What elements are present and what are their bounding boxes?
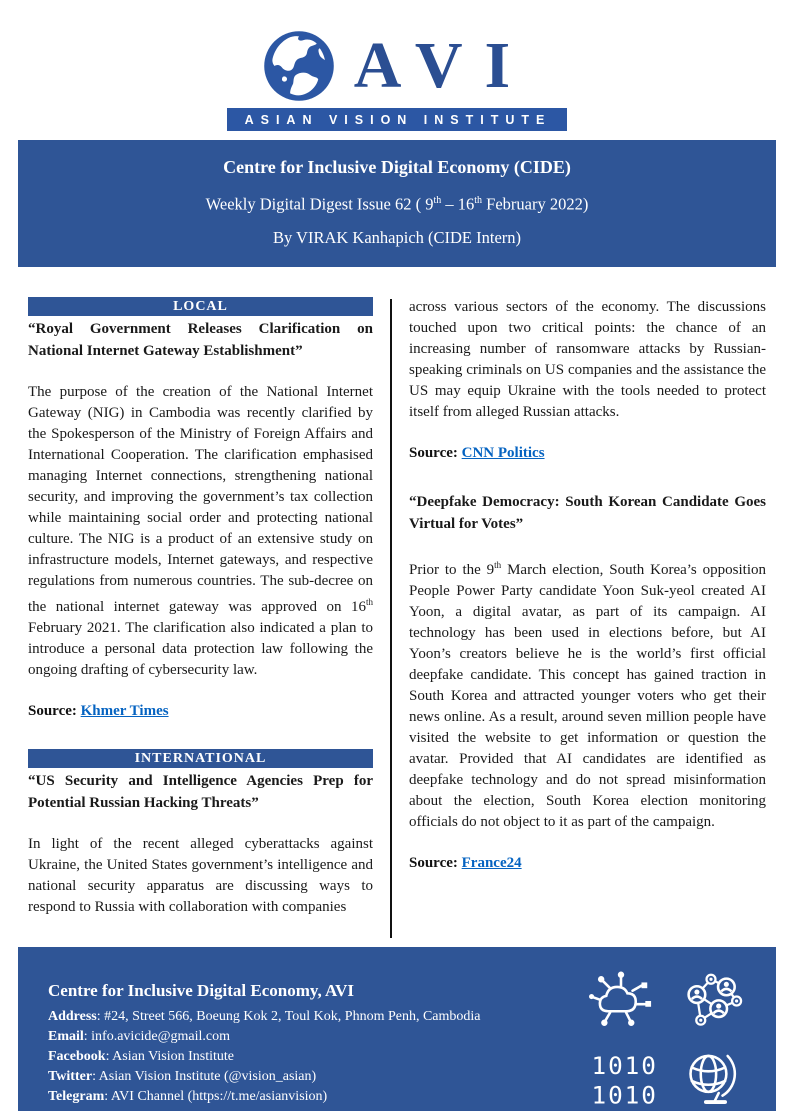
footer-address-row: [48, 1007, 481, 1027]
footer-telegram-row: [48, 1087, 481, 1107]
article-body-deepfake: [409, 555, 766, 833]
source-line-deepfake: [409, 853, 766, 874]
footer-value: : AVI Channel (https://t.me/asianvision): [104, 1088, 328, 1104]
binary-row: 1010: [591, 1050, 658, 1080]
binary-code-icon: [582, 1047, 660, 1111]
footer-value: : info.avicide@gmail.com: [83, 1028, 231, 1044]
source-label: Source:: [409, 444, 462, 461]
binary-row: 1010: [591, 1080, 658, 1110]
body-sup: th: [494, 559, 502, 570]
newsletter-title: Centre for Inclusive Digital Economy (CIDE): [223, 157, 571, 177]
source-line-international: [409, 443, 766, 464]
source-label: Source:: [28, 702, 81, 719]
issue-text: – 16: [441, 194, 475, 214]
globe-stand-icon: [672, 1047, 750, 1111]
source-link-cnn-politics[interactable]: CNN Politics: [461, 444, 545, 461]
body-sup: th: [365, 596, 373, 607]
source-label: Source:: [409, 854, 462, 871]
issue-sup: th: [433, 195, 442, 206]
footer-label: Address: [48, 1008, 97, 1024]
footer-value: : #24, Street 566, Boeung Kok 2, Toul Kok, Phnom Penh, Cambodia: [96, 1008, 481, 1024]
people-network-icon: [672, 969, 750, 1033]
article-body-international-right: across various sectors of the economy. The discussions touched upon two critical points: the chance of an increasing number of ransomware attacks by Russian-speaking criminals on US companies and the assistance the US may equip Ukraine with the tools needed to protect itself from alleged Russian attacks.: [409, 298, 766, 420]
logo-banner: ASIAN VISION INSTITUTE: [227, 108, 568, 131]
footer-label: Telegram: [48, 1088, 105, 1104]
section-header-local: LOCAL: [28, 297, 373, 316]
body-text: March election, South Korea’s opposition People Power Party candidate Yoon Suk-yeol created AI Yoon, a digital avatar, as part of its campaign. AI technology has been used in elections before, but AI Yoon’s creators believe he is the world’s first official deepfake candidate. This concept has gained traction in South Korea and attracted younger voters who get their news online. As a result, around seven million people have visited the website to get information or question the avatar. Provided that AI candidates are identified as deepfake technology and do not spread misinformation about the election, South Korea election monitoring officials do not object to it as part of the campaign.: [409, 561, 767, 830]
article-body-international-left: In light of the recent alleged cyberattacks against Ukraine, the United States government’s intelligence and national security apparatus are discussing ways to respond to Russia with collaboration with companies: [28, 835, 373, 915]
footer-twitter-row: [48, 1067, 481, 1087]
footer-label: Twitter: [48, 1068, 93, 1084]
issue-text: Weekly Digital Digest Issue 62 ( 9: [205, 194, 434, 214]
article-title-deepfake: “Deepfake Democracy: South Korean Candidate Goes Virtual for Votes”: [409, 493, 766, 532]
footer-contact-block: [48, 979, 481, 1102]
issue-line: [28, 190, 766, 216]
issue-text: February 2022): [482, 194, 589, 214]
header-band: [18, 140, 776, 267]
footer-title: Centre for Inclusive Digital Economy, AVI: [48, 980, 355, 1000]
footer-value: : Asian Vision Institute (@vision_asian): [92, 1068, 317, 1084]
body-text: The purpose of the creation of the National Internet Gateway (NIG) in Cambodia was recently clarified by the Spokesperson of the Ministry of Foreign Affairs and International Cooperation. The clarification emphasised managing Internet connections, strengthening national security, and improving the government’s tax collection while maintaining social order and protecting national culture. The NIG is a product of an extensive study on infrastructure models, Internet gateways, and respective regulations from numerous countries. The sub-decree on the national internet gateway was approved on 16: [28, 383, 373, 615]
source-link-france24[interactable]: France24: [461, 854, 522, 871]
left-column: [28, 297, 373, 938]
issue-sup: th: [474, 195, 483, 206]
content-columns: [28, 297, 766, 938]
source-link-khmer-times[interactable]: Khmer Times: [80, 702, 169, 719]
body-text: Prior to the 9: [409, 561, 495, 578]
column-divider: [390, 299, 392, 938]
source-line-local: [28, 701, 373, 722]
footer-icons: [582, 979, 750, 1110]
body-text: February 2021. The clarification also indicated a plan to introduce a personal data protection law following the ongoing drafting of cybersecurity law.: [28, 619, 373, 678]
article-title-local: “Royal Government Releases Clarification on National Internet Gateway Establishment”: [28, 320, 373, 359]
right-column: [409, 297, 766, 938]
footer-label: Email: [48, 1028, 84, 1044]
footer-email-row: [48, 1027, 481, 1047]
cloud-network-icon: [582, 969, 660, 1033]
article-body-local: [28, 382, 373, 681]
article-title-international: “US Security and Intelligence Agencies Prep for Potential Russian Hacking Threats”: [28, 772, 373, 811]
section-header-international: INTERNATIONAL: [28, 749, 373, 768]
byline: By VIRAK Kanhapich (CIDE Intern): [272, 227, 522, 247]
footer-value: : Asian Vision Institute: [105, 1048, 234, 1064]
footer-band: [18, 947, 776, 1111]
logo-acronym: AVI: [353, 29, 533, 102]
logo-block: [0, 0, 794, 131]
footer-label: Facebook: [48, 1048, 106, 1064]
avi-globe-icon: [262, 29, 336, 103]
footer-facebook-row: [48, 1047, 481, 1067]
